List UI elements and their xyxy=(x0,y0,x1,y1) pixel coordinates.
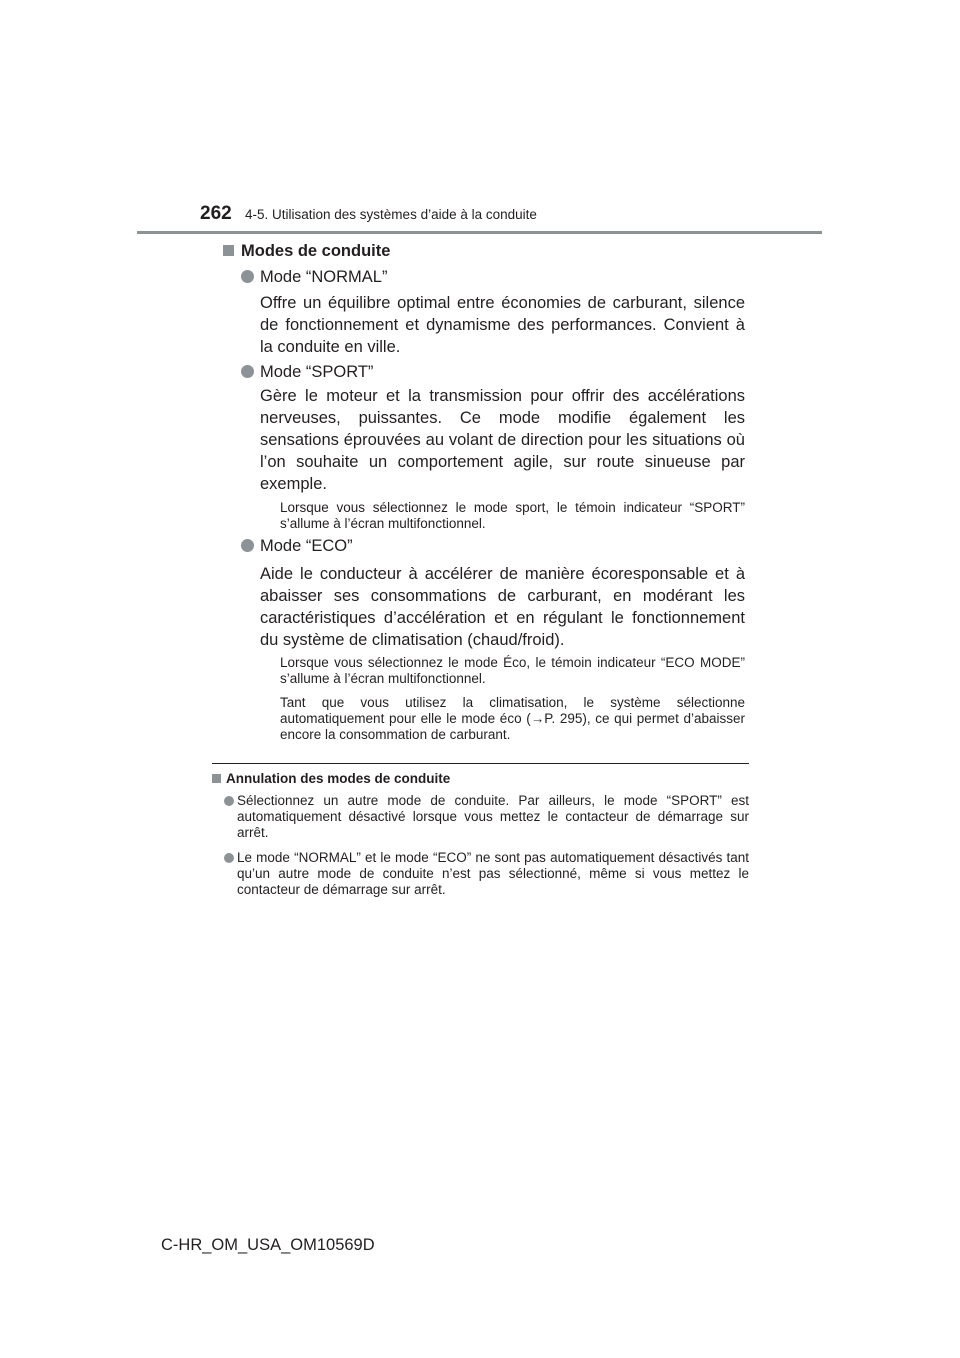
mode-eco-note-1: Lorsque vous sélectionnez le mode Éco, le témoin indicateur “ECO MODE” s’allume à l’écran multifonctionnel. xyxy=(280,655,745,686)
mode-sport-title xyxy=(241,363,373,382)
mode-eco-title xyxy=(241,537,353,556)
mode-sport-title-text: Mode “SPORT” xyxy=(260,363,374,381)
notes-divider xyxy=(212,763,749,764)
notes-item-text: Sélectionnez un autre mode de conduite. Par ailleurs, le mode “SPORT” est automatiquement désactivé lorsque vous mettez le contacteur de démarrage sur arrêt. xyxy=(237,793,749,840)
header-rule xyxy=(137,231,822,234)
round-bullet-icon xyxy=(241,539,254,552)
round-bullet-icon xyxy=(224,796,234,806)
square-bullet-icon xyxy=(212,774,221,783)
mode-sport-body: Gère le moteur et la transmission pour offrir des accélérations nerveuses, puissantes. Ce mode modifie également les sensations éprouvées au volant de direction pour les situations où l’on souhaite un comportement agile, sur route sinueuse par exemple. xyxy=(260,387,745,493)
mode-normal-body: Offre un équilibre optimal entre économies de carburant, silence de fonctionnement et dynamisme des performances. Convient à la conduite en ville. xyxy=(260,294,745,356)
round-bullet-icon xyxy=(241,365,254,378)
mode-normal-title-text: Mode “NORMAL” xyxy=(260,268,388,286)
mode-normal-title xyxy=(241,268,387,287)
mode-eco-title-text: Mode “ECO” xyxy=(260,537,353,555)
main-heading-text: Modes de conduite xyxy=(241,242,391,260)
notes-item-text: Le mode “NORMAL” et le mode “ECO” ne sont pas automatiquement désactivés tant qu’un autre mode de conduite n’est pas sélectionné, même si vous mettez le contacteur de démarrage sur arrêt. xyxy=(237,850,749,897)
mode-eco-body: Aide le conducteur à accélérer de manière écoresponsable et à abaisser ses consommations de carburant, en modérant les caractéristiques d’accélération et en régulant le fonctionnement du système de climatisation (chaud/froid). xyxy=(260,565,745,649)
square-bullet-icon xyxy=(223,245,234,256)
page-number: 262 xyxy=(200,203,232,224)
document-code: C-HR_OM_USA_OM10569D xyxy=(161,1236,375,1254)
section-title: 4-5. Utilisation des systèmes d’aide à la conduite xyxy=(245,207,537,222)
round-bullet-icon xyxy=(241,270,254,283)
notes-item xyxy=(224,850,749,898)
notes-heading-text: Annulation des modes de conduite xyxy=(226,771,451,786)
notes-item xyxy=(224,793,749,841)
notes-heading xyxy=(212,771,450,786)
mode-sport-note: Lorsque vous sélectionnez le mode sport, le témoin indicateur “SPORT” s’allume à l’écran multifonctionnel. xyxy=(280,500,745,531)
mode-eco-note-2: Tant que vous utilisez la climatisation, le système sélectionne automatiquement pour elle le mode éco (→P. 295), ce qui permet d’abaisser encore la consommation de carburant. xyxy=(280,695,745,742)
main-heading xyxy=(223,242,390,261)
round-bullet-icon xyxy=(224,853,234,863)
